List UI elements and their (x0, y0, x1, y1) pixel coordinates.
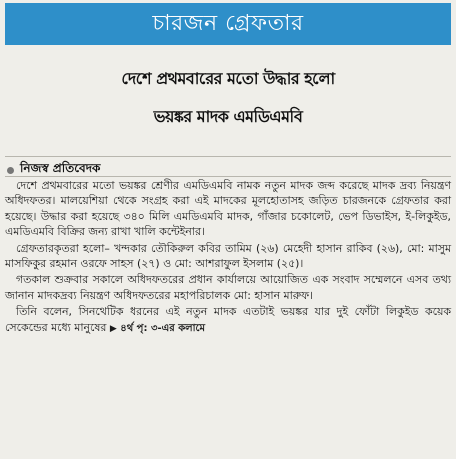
paragraph-4 (5, 304, 451, 337)
continuation-link[interactable] (110, 323, 205, 334)
byline (7, 160, 100, 180)
article-body (5, 178, 451, 338)
paragraph-3: গতকাল শুক্রবার সকালে অধিদফতরের প্রধান কার্যালয়ে আয়োজিত এক সংবাদ সম্মেলনে এসব তথ্য জানান মাদকদ্রব্য নিয়ন্ত্রণ অধিদফতরের মহাপরিচালক মো: হাসান মারুফ। (5, 273, 451, 302)
headline-line-2: ভয়ঙ্কর মাদক এমডিএমবি (153, 107, 303, 126)
paragraph-1: দেশে প্রথমবারের মতো ভয়ঙ্কর শ্রেণীর এমডিএমবি নামক নতুন মাদক জব্দ করেছে মাদক দ্রব্য নিয়ন্ত্রণ অধিদফতর। মালয়েশিয়া থেকে সংগ্রহ করা এই মাদকের মূলহোতাসহ জড়িত চারজনকে গ্রেফতার করা হয়েছে। উদ্ধার করা হয়েছে ৩৪০ মিলি এমডিএমবি মাদক, গাঁজার চকোলেট, ভেপ ডিভাইস, ই-লিকুইড, এমডিএমবি বিক্রির জন্য রাখা খালি কন্টেইনার। (5, 179, 451, 239)
bullet-icon (7, 167, 14, 174)
section-banner (5, 3, 451, 45)
continuation-text: ৪র্থ পৃ: ৩-এর কলামে (120, 322, 206, 334)
paragraph-4-text: তিনি বলেন, সিনথেটিক ধরনের এই নতুন মাদক এতটাই ভয়ঙ্কর যার দুই ফোঁটা লিকুইড কয়েক সেকেন্ডের মধ্যে মানুষের (5, 305, 451, 334)
banner-label: চারজন গ্রেফতার (152, 10, 304, 36)
jump-arrow-icon: ▶ (109, 323, 117, 334)
headline-line-1: দেশে প্রথমবারের মতো উদ্ধার হলো (121, 69, 335, 88)
divider-top (5, 156, 451, 157)
paragraph-2: গ্রেফতারকৃতরা হলো– খন্দকার তৌকিরুল কবির তামিম (২৬) মেহেদী হাসান রাকিব (২৬), মো: মাসুম মাসফিকুর রহমান ওরফে সাহস (২৭) ও মো: আশরাফুল ইসলাম (২৫)। (5, 241, 451, 271)
divider-byline (5, 176, 451, 177)
byline-text: নিজস্ব প্রতিবেদক (20, 161, 101, 175)
